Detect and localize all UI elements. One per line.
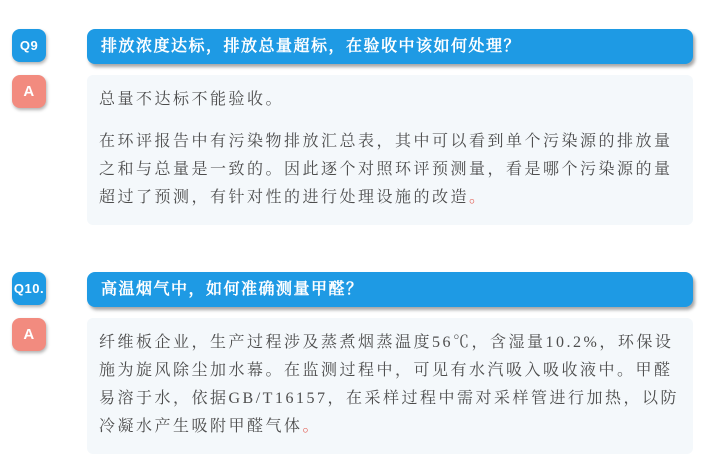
answer-row-q10 — [12, 318, 693, 454]
answer-panel-q9 — [87, 75, 693, 225]
answer-paragraph — [99, 329, 679, 441]
answer-final-period: 。 — [302, 418, 322, 435]
question-bar-q9 — [87, 29, 693, 64]
question-row-q9 — [12, 29, 693, 64]
answer-badge-q9: A — [12, 75, 46, 108]
answer-panel-q10 — [87, 318, 693, 454]
question-row-q10 — [12, 272, 693, 307]
question-badge-q9: Q9 — [12, 29, 46, 62]
answer-final-period: 。 — [469, 189, 488, 206]
question-badge-q10: Q10. — [12, 272, 46, 305]
question-bar-q10 — [87, 272, 693, 307]
answer-paragraph-text: 在环评报告中有污染物排放汇总表，其中可以看到单个污染源的排放量之和与总量是一致的。因此逐个对照环评预测量，看是哪个污染源的量超过了预测，有针对性的进行处理设施的改造 — [99, 133, 673, 206]
question-text-q9: 排放浓度达标，排放总量超标，在验收中该如何处理？ — [101, 38, 522, 55]
answer-paragraph — [99, 128, 679, 212]
question-text-q10: 高温烟气中，如何准确测量甲醛？ — [101, 281, 364, 298]
answer-paragraph: 总量不达标不能验收。 — [99, 91, 285, 108]
answer-row-q9 — [12, 75, 693, 225]
qa-block-q9 — [12, 29, 693, 225]
answer-paragraph-text: 纤维板企业，生产过程涉及蒸煮烟蒸温度56℃，含湿量10.2%，环保设施为旋风除尘加水幕。在监测过程中，可见有水汽吸入吸收液中。甲醛易溶于水，依据GB/T16157，在采样过程中需对采样管进行加热，以防冷凝水产生吸附甲醛气体 — [99, 334, 679, 435]
qa-block-q10 — [12, 272, 693, 454]
answer-badge-q10: A — [12, 318, 46, 351]
